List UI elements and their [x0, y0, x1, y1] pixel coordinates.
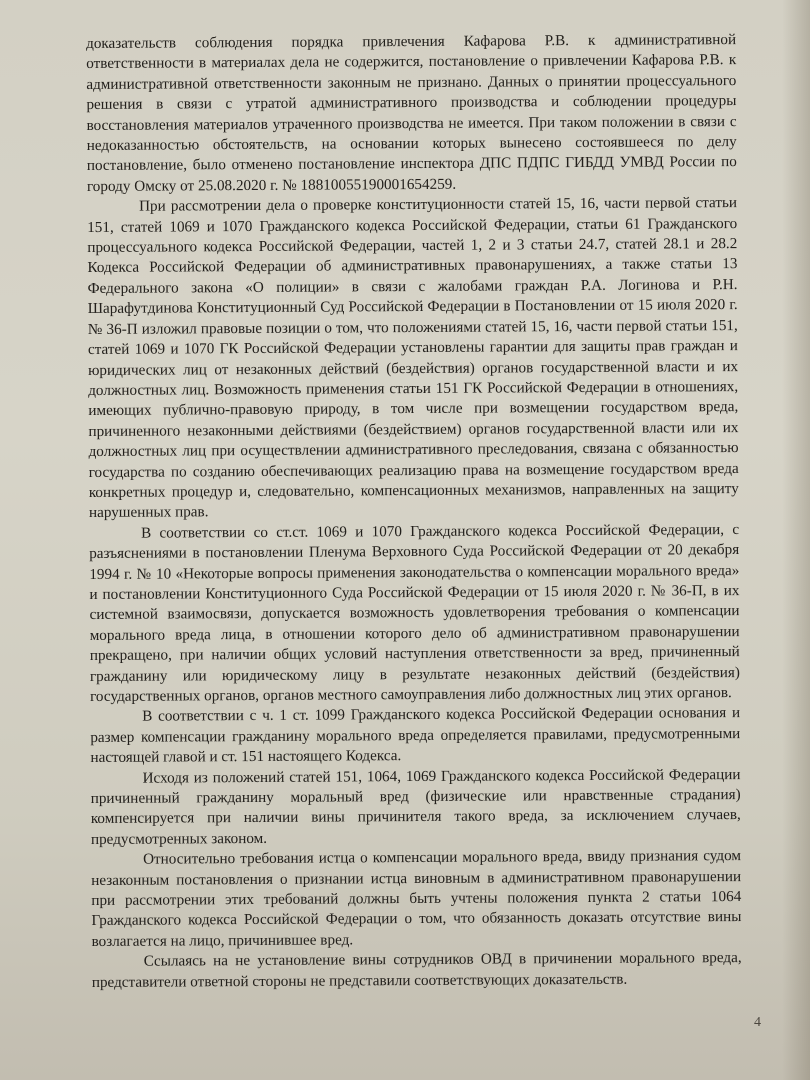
paragraph-4: В соответствии с ч. 1 ст. 1099 Гражданского кодекса Российской Федерации основания и размер компенсации гражданину морального вреда определяется правилами, предусмотренными настоящей главой и ст. 151 настоящего Кодекса.	[90, 704, 741, 767]
page-number: 4	[754, 1015, 761, 1030]
paragraph-7: Ссылаясь на не установление вины сотрудников ОВД в причинении морального вреда, представители ответной стороны не представили соответствующих доказательств.	[91, 949, 742, 991]
page-edge-shadow	[782, 0, 810, 1080]
paragraph-2: При рассмотрении дела о проверке конституционности статей 15, 16, части первой статьи 151, статей 1069 и 1070 Гражданского кодекса Российской Федерации, статьи 61 Гражданского процессуального кодекса Российской Федерации, частей 1, 2 и 3 статьи 24.7, статей 28.1 и 28.2 Кодекса Российской Федерации об административных правонарушениях, а также статьи 13 Федерального закона «О полиции» в связи с жалобами граждан Р.А. Логинова и Р.Н. Шарафутдинова Конституционный Суд Российской Федерации в Постановлении от 15 июля 2020 г. № 36-П изложил правовые позиции о том, что положениями статей 15, 16, части первой статьи 151, статей 1069 и 1070 ГК Российской Федерации установлены гарантии для защиты прав граждан и юридических лиц от незаконных действий (бездействия) органов государственной власти и их должностных лиц. Возможность применения статьи 151 ГК Российской Федерации в отношениях, имеющих публично-правовую природу, в том числе при возмещении государством вреда, причиненного незаконными действиями (бездействием) органов государственной власти или их должностных лиц при осуществлении административного преследования, связана с обязанностью государства по созданию обеспечивающих реализацию права на возмещение государством вреда конкретных процедур и, следовательно, компенсационных механизмов, направленных на защиту нарушенных прав.	[87, 194, 739, 522]
paragraph-5: Исходя из положений статей 151, 1064, 1069 Гражданского кодекса Российской Федерации причиненный гражданину моральный вред (физические или нравственные страдания) компенсируется при наличии вины причинителя такого вреда, за исключением случаев, предусмотренных законом.	[90, 765, 741, 848]
paragraph-3: В соответствии со ст.ст. 1069 и 1070 Гражданского кодекса Российской Федерации, с разъяснениями в постановлении Пленума Верховного Суда Российской Федерации от 20 декабря 1994 г. № 10 «Некоторые вопросы применения законодательства о компенсации морального вреда» и постановлении Конституционного Суда Российской Федерации от 15 июля 2020 г. № 36-П, в их системной взаимосвязи, допускается возможность удовлетворения требования о компенсации морального вреда лица, в отношении которого дело об административном правонарушении прекращено, при наличии общих условий наступления ответственности за вред, причиненный гражданину или юридическому лицу в результате незаконных действий (бездействия) государственных органов, органов местного самоуправления либо должностных лиц этих органов.	[89, 520, 740, 705]
paragraph-6: Относительно требования истца о компенсации морального вреда, ввиду признания судом незаконным постановления о признании истца виновным в административном правонарушении при рассмотрении этих требований должны быть учтены положения пункта 2 статьи 1064 Гражданского кодекса Российской Федерации о том, что обязанность доказать отсутствие вины возлагается на лицо, причинившее вред.	[91, 847, 742, 950]
document-body	[86, 30, 742, 993]
paragraph-1: доказательств соблюдения порядка привлечения Кафарова Р.В. к административной ответственности в материалах дела не содержится, постановление о привлечении Кафарова Р.В. к административной ответственности законным не признано. Данных о принятии процессуального решения в связи с утратой административного производства и соблюдении процедуры восстановления материалов утраченного производства не имеется. При таком положении в связи с недоказанностью обстоятельств, на основании которых вынесено состоявшееся по делу постановление, было отменено постановление инспектора ДПС ПДПС ГИБДД УМВД России по городу Омску от 25.08.2020 г. № 18810055190001654259.	[86, 31, 737, 195]
